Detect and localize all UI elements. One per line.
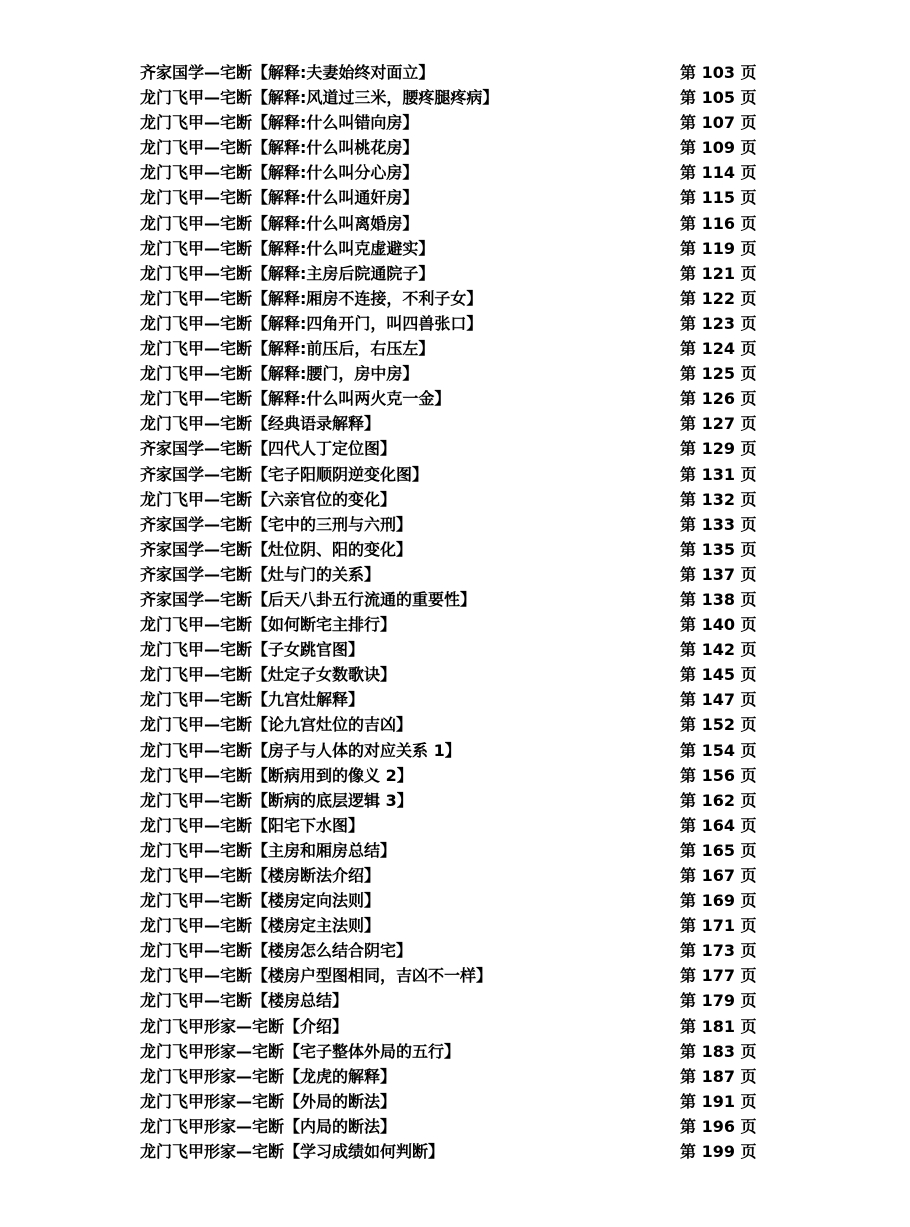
toc-entry-title: 龙门飞甲—宅断【解释:什么叫桃花房】 <box>140 138 419 158</box>
toc-entry-title: 龙门飞甲—宅断【楼房定主法则】 <box>140 916 381 936</box>
toc-entry-title: 龙门飞甲—宅断【房子与人体的对应关系 1】 <box>140 740 461 760</box>
toc-entry <box>0 286 910 311</box>
toc-entry <box>0 988 910 1013</box>
toc-entry-page-number: 第 183 页 <box>680 1041 757 1061</box>
toc-entry <box>0 562 910 587</box>
toc-entry-page-number: 第 122 页 <box>680 288 757 308</box>
toc-entry <box>0 1139 910 1164</box>
toc-entry <box>0 712 910 737</box>
toc-entry-title: 龙门飞甲—宅断【解释:前压后，右压左】 <box>140 339 435 359</box>
toc-entry-title: 龙门飞甲形家—宅断【介绍】 <box>140 1016 349 1036</box>
toc-entry <box>0 512 910 537</box>
toc-entry-title: 龙门飞甲—宅断【解释:什么叫分心房】 <box>140 163 419 183</box>
toc-entry-title: 龙门飞甲—宅断【解释:什么叫离婚房】 <box>140 213 419 233</box>
toc-entry-page-number: 第 121 页 <box>680 263 757 283</box>
toc-entry-title: 龙门飞甲—宅断【解释:主房后院通院子】 <box>140 263 435 283</box>
toc-entry <box>0 813 910 838</box>
toc-entry <box>0 436 910 461</box>
toc-entry-page-number: 第 127 页 <box>680 414 757 434</box>
toc-entry-title: 龙门飞甲—宅断【九宫灶解释】 <box>140 690 365 710</box>
toc-entry-page-number: 第 167 页 <box>680 866 757 885</box>
toc-entry-page-number: 第 187 页 <box>680 1066 757 1086</box>
toc-entry <box>0 160 910 185</box>
table-of-contents <box>0 60 910 1164</box>
toc-entry <box>0 687 910 712</box>
toc-entry-title: 龙门飞甲—宅断【断病用到的像义 2】 <box>140 765 413 785</box>
toc-entry-page-number: 第 114 页 <box>680 163 757 183</box>
toc-entry <box>0 135 910 160</box>
toc-entry-page-number: 第 191 页 <box>680 1091 757 1111</box>
toc-entry-page-number: 第 162 页 <box>680 790 757 810</box>
toc-entry-page-number: 第 124 页 <box>680 339 757 359</box>
toc-entry-page-number: 第 179 页 <box>680 991 757 1011</box>
toc-entry-title: 龙门飞甲—宅断【经典语录解释】 <box>140 414 381 434</box>
toc-entry-page-number: 第 131 页 <box>680 464 757 484</box>
toc-entry-page-number: 第 137 页 <box>680 564 757 584</box>
toc-entry-title: 龙门飞甲—宅断【解释:风道过三米，腰疼腿疼病】 <box>140 88 499 108</box>
toc-entry-title: 龙门飞甲—宅断【解释:厢房不连接，不利子女】 <box>140 288 483 308</box>
toc-entry <box>0 913 910 938</box>
toc-entry <box>0 386 910 411</box>
toc-entry-title: 齐家国学—宅断【解释:夫妻始终对面立】 <box>140 63 435 82</box>
toc-entry-page-number: 第 147 页 <box>680 690 757 710</box>
toc-entry-page-number: 第 173 页 <box>680 941 757 961</box>
toc-entry <box>0 1014 910 1039</box>
toc-entry-page-number: 第 126 页 <box>680 389 757 409</box>
toc-entry <box>0 487 910 512</box>
toc-entry-title: 龙门飞甲—宅断【楼房总结】 <box>140 991 349 1011</box>
toc-entry <box>0 963 910 988</box>
toc-entry <box>0 1114 910 1139</box>
toc-entry-title: 龙门飞甲—宅断【解释:什么叫克虚避实】 <box>140 238 435 258</box>
toc-entry <box>0 185 910 210</box>
toc-entry <box>0 236 910 261</box>
toc-entry <box>0 612 910 637</box>
toc-entry-title: 龙门飞甲形家—宅断【内局的断法】 <box>140 1116 397 1136</box>
toc-entry <box>0 110 910 135</box>
toc-entry <box>0 411 910 436</box>
toc-entry <box>0 537 910 562</box>
toc-entry <box>0 637 910 662</box>
toc-entry-page-number: 第 105 页 <box>680 88 757 108</box>
toc-entry <box>0 863 910 888</box>
toc-entry-page-number: 第 135 页 <box>680 539 757 559</box>
toc-entry-page-number: 第 123 页 <box>680 313 757 333</box>
toc-entry <box>0 738 910 763</box>
toc-entry-page-number: 第 132 页 <box>680 489 757 509</box>
toc-entry-page-number: 第 171 页 <box>680 916 757 936</box>
toc-entry-title: 齐家国学—宅断【宅中的三刑与六刑】 <box>140 514 413 534</box>
toc-entry-title: 龙门飞甲形家—宅断【龙虎的解释】 <box>140 1066 397 1086</box>
toc-entry-title: 龙门飞甲—宅断【灶定子女数歌诀】 <box>140 665 397 685</box>
toc-entry-title: 龙门飞甲—宅断【楼房户型图相同，吉凶不一样】 <box>140 966 493 986</box>
toc-entry-title: 龙门飞甲形家—宅断【外局的断法】 <box>140 1091 397 1111</box>
toc-entry-page-number: 第 115 页 <box>680 188 757 208</box>
toc-entry-page-number: 第 116 页 <box>680 213 757 233</box>
toc-entry <box>0 587 910 612</box>
toc-entry <box>0 763 910 788</box>
toc-entry-page-number: 第 140 页 <box>680 615 757 635</box>
toc-entry-page-number: 第 138 页 <box>680 589 757 609</box>
toc-entry-title: 齐家国学—宅断【灶位阴、阳的变化】 <box>140 539 413 559</box>
toc-entry-title: 齐家国学—宅断【灶与门的关系】 <box>140 564 381 584</box>
toc-entry-page-number: 第 145 页 <box>680 665 757 685</box>
toc-entry-page-number: 第 196 页 <box>680 1116 757 1136</box>
toc-entry-page-number: 第 152 页 <box>680 715 757 735</box>
toc-entry-page-number: 第 164 页 <box>680 815 757 835</box>
toc-entry-title: 龙门飞甲—宅断【解释:什么叫两火克一金】 <box>140 389 451 409</box>
toc-entry-page-number: 第 109 页 <box>680 138 757 158</box>
toc-entry-title: 龙门飞甲—宅断【楼房断法介绍】 <box>140 866 381 885</box>
toc-entry-title: 龙门飞甲—宅断【主房和厢房总结】 <box>140 840 397 860</box>
toc-entry-title: 龙门飞甲—宅断【论九宫灶位的吉凶】 <box>140 715 413 735</box>
toc-entry-title: 齐家国学—宅断【四代人丁定位图】 <box>140 439 397 459</box>
toc-entry-title: 龙门飞甲—宅断【解释:什么叫通奸房】 <box>140 188 419 208</box>
toc-entry-page-number: 第 177 页 <box>680 966 757 986</box>
toc-entry-page-number: 第 181 页 <box>680 1016 757 1036</box>
toc-entry-title: 龙门飞甲形家—宅断【学习成绩如何判断】 <box>140 1142 445 1162</box>
toc-entry <box>0 1064 910 1089</box>
toc-entry-page-number: 第 169 页 <box>680 891 757 911</box>
toc-entry-page-number: 第 133 页 <box>680 514 757 534</box>
toc-entry-page-number: 第 107 页 <box>680 113 757 133</box>
toc-entry-page-number: 第 199 页 <box>680 1142 757 1162</box>
toc-entry-page-number: 第 156 页 <box>680 765 757 785</box>
toc-entry <box>0 938 910 963</box>
toc-entry-title: 龙门飞甲—宅断【六亲官位的变化】 <box>140 489 397 509</box>
toc-entry-title: 龙门飞甲—宅断【楼房怎么结合阴宅】 <box>140 941 413 961</box>
toc-entry-title: 龙门飞甲形家—宅断【宅子整体外局的五行】 <box>140 1041 461 1061</box>
toc-entry-title: 齐家国学—宅断【后天八卦五行流通的重要性】 <box>140 589 477 609</box>
toc-entry-title: 龙门飞甲—宅断【解释:腰门，房中房】 <box>140 364 419 384</box>
toc-entry <box>0 311 910 336</box>
toc-entry-page-number: 第 165 页 <box>680 840 757 860</box>
toc-entry-title: 龙门飞甲—宅断【解释:四角开门，叫四兽张口】 <box>140 313 483 333</box>
toc-entry-page-number: 第 154 页 <box>680 740 757 760</box>
toc-entry <box>0 336 910 361</box>
toc-entry <box>0 462 910 487</box>
toc-entry <box>0 85 910 110</box>
toc-entry-title: 龙门飞甲—宅断【解释:什么叫错向房】 <box>140 113 419 133</box>
toc-entry-page-number: 第 119 页 <box>680 238 757 258</box>
toc-entry-title: 龙门飞甲—宅断【如何断宅主排行】 <box>140 615 397 635</box>
toc-entry-page-number: 第 103 页 <box>680 63 757 82</box>
toc-entry <box>0 361 910 386</box>
toc-entry-title: 龙门飞甲—宅断【阳宅下水图】 <box>140 815 365 835</box>
toc-entry <box>0 838 910 863</box>
toc-entry-page-number: 第 125 页 <box>680 364 757 384</box>
toc-entry-title: 齐家国学—宅断【宅子阳顺阴逆变化图】 <box>140 464 429 484</box>
toc-entry <box>0 211 910 236</box>
toc-entry <box>0 1089 910 1114</box>
toc-entry <box>0 60 910 85</box>
toc-entry-title: 龙门飞甲—宅断【断病的底层逻辑 3】 <box>140 790 413 810</box>
toc-entry <box>0 261 910 286</box>
toc-entry <box>0 1039 910 1064</box>
toc-entry-page-number: 第 142 页 <box>680 640 757 660</box>
toc-entry-title: 龙门飞甲—宅断【子女跳官图】 <box>140 640 365 660</box>
toc-entry <box>0 662 910 687</box>
toc-entry-title: 龙门飞甲—宅断【楼房定向法则】 <box>140 891 381 911</box>
toc-entry <box>0 888 910 913</box>
toc-entry <box>0 788 910 813</box>
toc-entry-page-number: 第 129 页 <box>680 439 757 459</box>
